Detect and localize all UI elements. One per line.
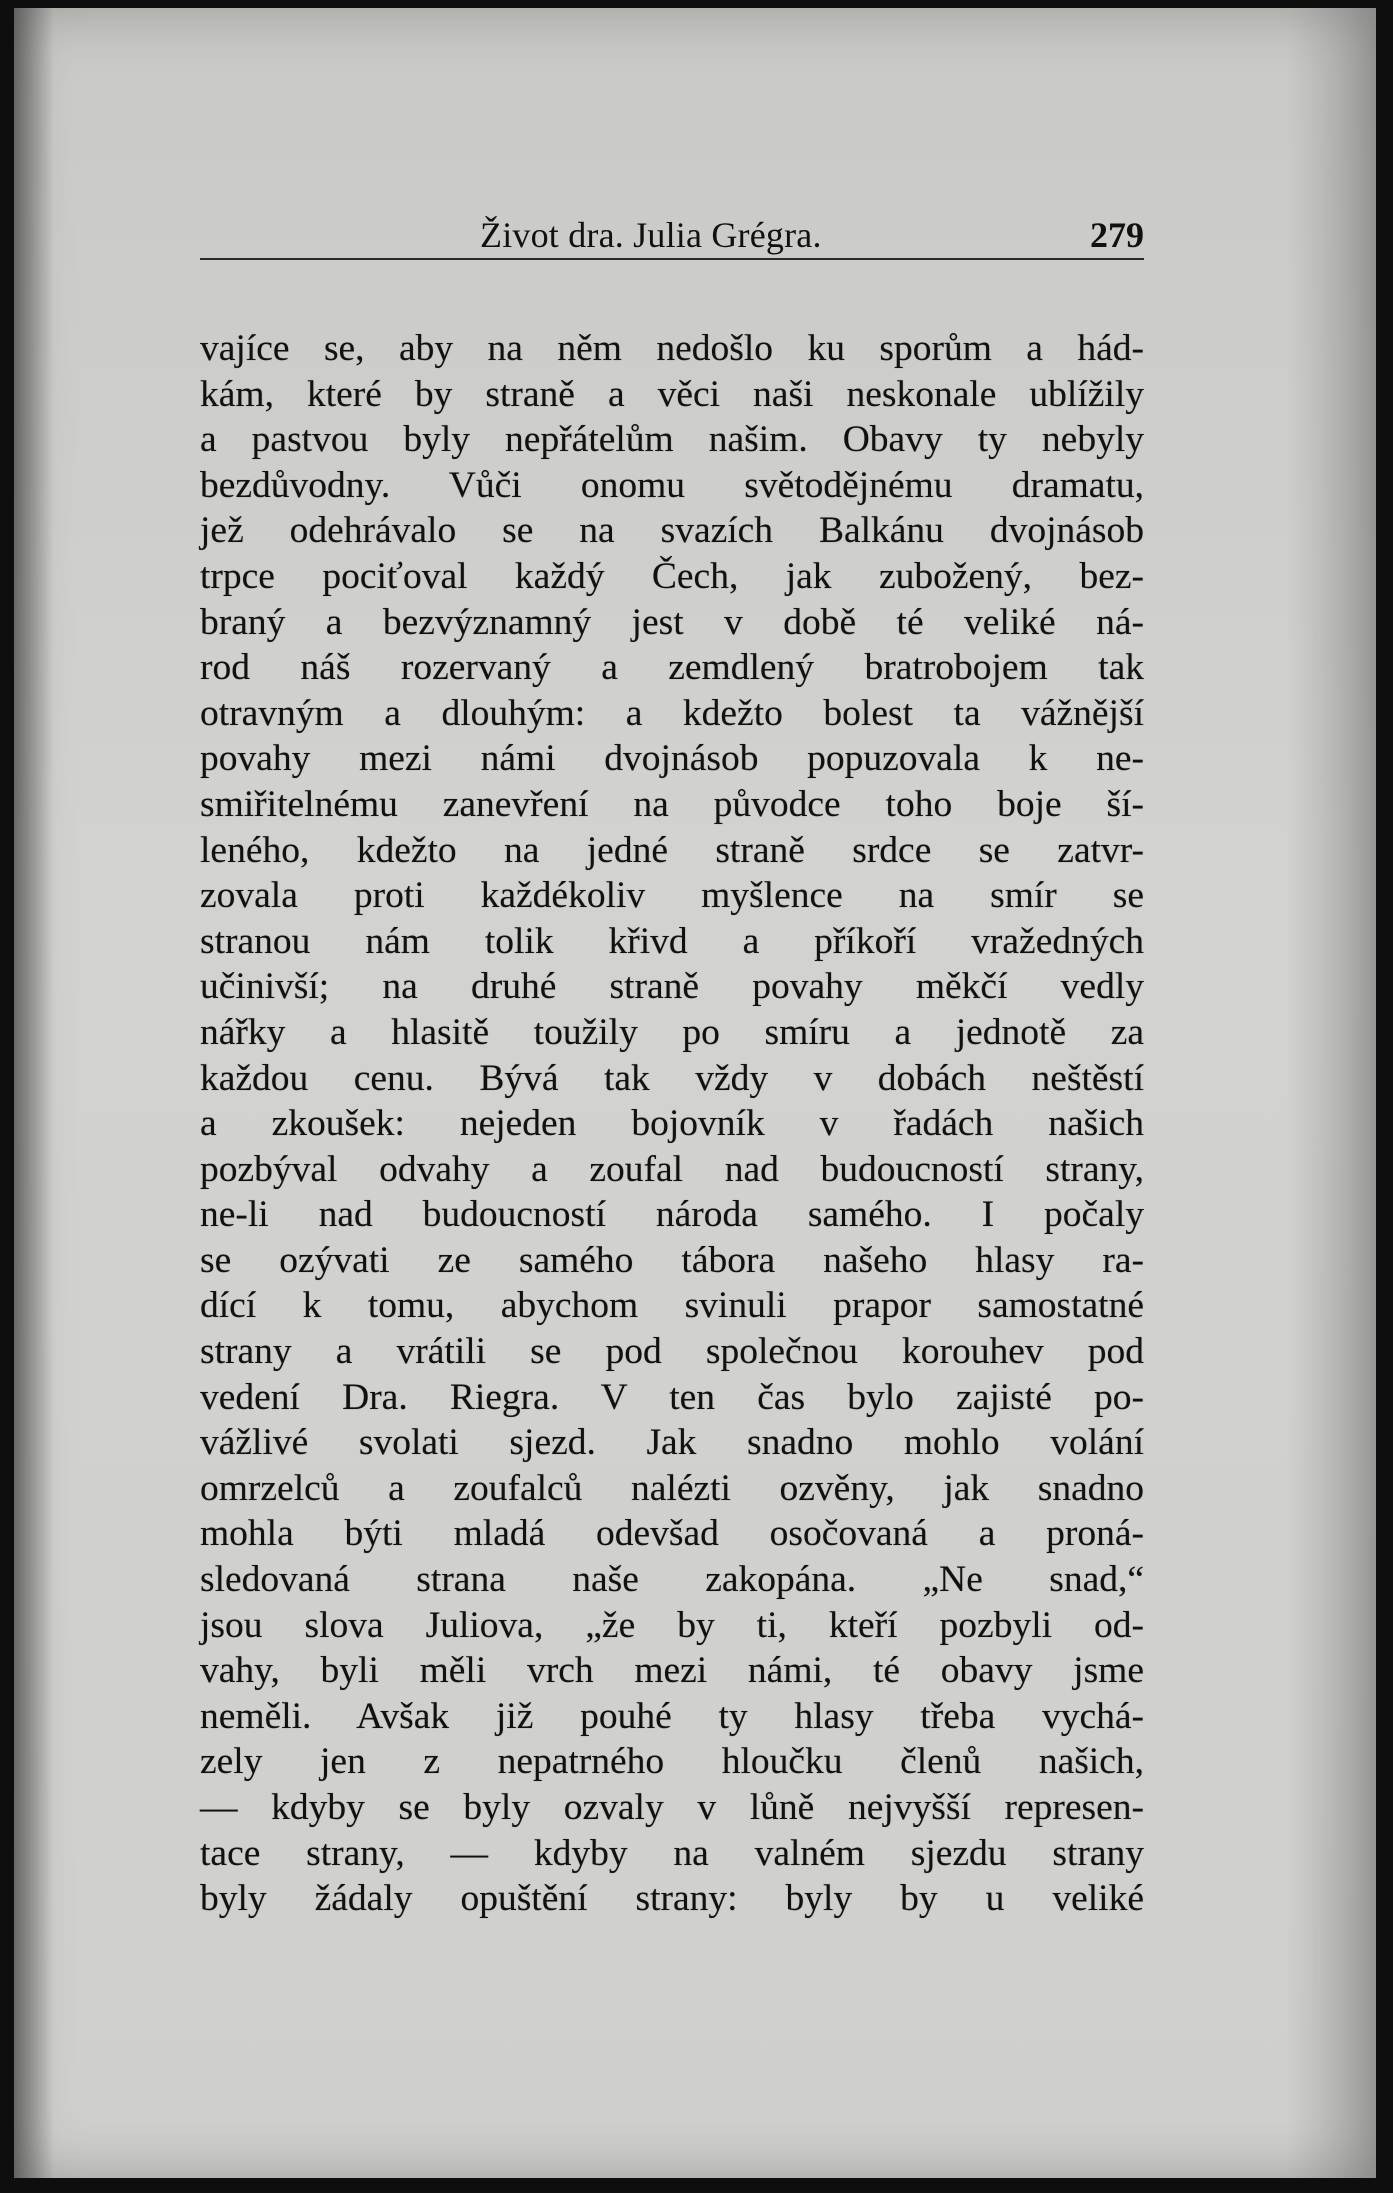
book-page bbox=[14, 8, 1376, 2178]
text-line: dící k tomu, abychom svinuli prapor samostatné bbox=[200, 1285, 1144, 1327]
text-line: se ozývati ze samého tábora našeho hlasy ra- bbox=[200, 1239, 1144, 1281]
text-line: smiřitelnému zanevření na původce toho boje ší- bbox=[200, 783, 1144, 825]
text-line: neměli. Avšak již pouhé ty hlasy třeba vychá- bbox=[200, 1695, 1144, 1737]
text-line: otravným a dlouhým: a kdežto bolest ta vážnější bbox=[200, 692, 1144, 734]
text-line: kám, které by straně a věci naši neskonale ublížily bbox=[200, 373, 1144, 415]
text-line: pozbýval odvahy a zoufal nad budoucností strany, bbox=[200, 1148, 1144, 1190]
text-line: ne-li nad budoucností národa samého. I počaly bbox=[200, 1194, 1144, 1236]
text-line: braný a bezvýznamný jest v době té veliké ná- bbox=[200, 601, 1144, 643]
running-title: Život dra. Julia Grégra. bbox=[480, 215, 822, 255]
text-line: tace strany, — kdyby na valném sjezdu strany bbox=[200, 1832, 1144, 1874]
text-line: vahy, byli měli vrch mezi námi, té obavy jsme bbox=[200, 1650, 1144, 1692]
text-line: sledovaná strana naše zakopána. „Ne snad,“ bbox=[200, 1559, 1144, 1601]
text-line: leného, kdežto na jedné straně srdce se zatvr- bbox=[200, 829, 1144, 871]
text-line: vážlivé svolati sjezd. Jak snadno mohlo volání bbox=[200, 1422, 1144, 1464]
text-line: byly žádaly opuštění strany: byly by u veliké bbox=[200, 1878, 1144, 1920]
text-line: vajíce se, aby na něm nedošlo ku sporům a hád- bbox=[200, 328, 1144, 369]
text-line: trpce pociťoval každý Čech, jak zubožený, bez- bbox=[200, 555, 1144, 597]
text-line: — kdyby se byly ozvaly v lůně nejvyšší represen- bbox=[200, 1787, 1144, 1828]
text-line: rod náš rozervaný a zemdlený bratrobojem tak bbox=[200, 647, 1144, 689]
text-line: učinivší; na druhé straně povahy měkčí vedly bbox=[200, 966, 1144, 1008]
text-line: strany a vrátili se pod společnou korouhev pod bbox=[200, 1331, 1144, 1373]
text-line: nářky a hlasitě toužily po smíru a jednotě za bbox=[200, 1011, 1144, 1053]
text-line: každou cenu. Bývá tak vždy v dobách neštěstí bbox=[200, 1057, 1144, 1099]
page-number: 279 bbox=[1090, 215, 1144, 255]
text-line: bezdůvodny. Vůči onomu světodějnému dramatu, bbox=[200, 464, 1144, 506]
text-line: a zkoušek: nejeden bojovník v řadách našich bbox=[200, 1103, 1144, 1145]
body-text bbox=[200, 326, 1144, 1922]
text-line: mohla býti mladá odevšad osočovaná a proná- bbox=[200, 1513, 1144, 1555]
text-line: povahy mezi námi dvojnásob popuzovala k ne- bbox=[200, 738, 1144, 780]
text-line: jsou slova Juliova, „že by ti, kteří pozbyli od- bbox=[200, 1604, 1144, 1646]
page-header bbox=[200, 206, 1144, 260]
text-line: jež odehrávalo se na svazích Balkánu dvojnásob bbox=[200, 510, 1144, 552]
text-line: zely jen z nepatrného hloučku členů našich, bbox=[200, 1741, 1144, 1783]
text-line: a pastvou byly nepřátelům našim. Obavy ty nebyly bbox=[200, 419, 1144, 461]
text-line: zovala proti každékoliv myšlence na smír se bbox=[200, 875, 1144, 917]
text-line: vedení Dra. Riegra. V ten čas bylo zajisté po- bbox=[200, 1376, 1144, 1418]
text-line: stranou nám tolik křivd a příkoří vražedných bbox=[200, 920, 1144, 962]
text-line: omrzelců a zoufalců nalézti ozvěny, jak snadno bbox=[200, 1467, 1144, 1509]
